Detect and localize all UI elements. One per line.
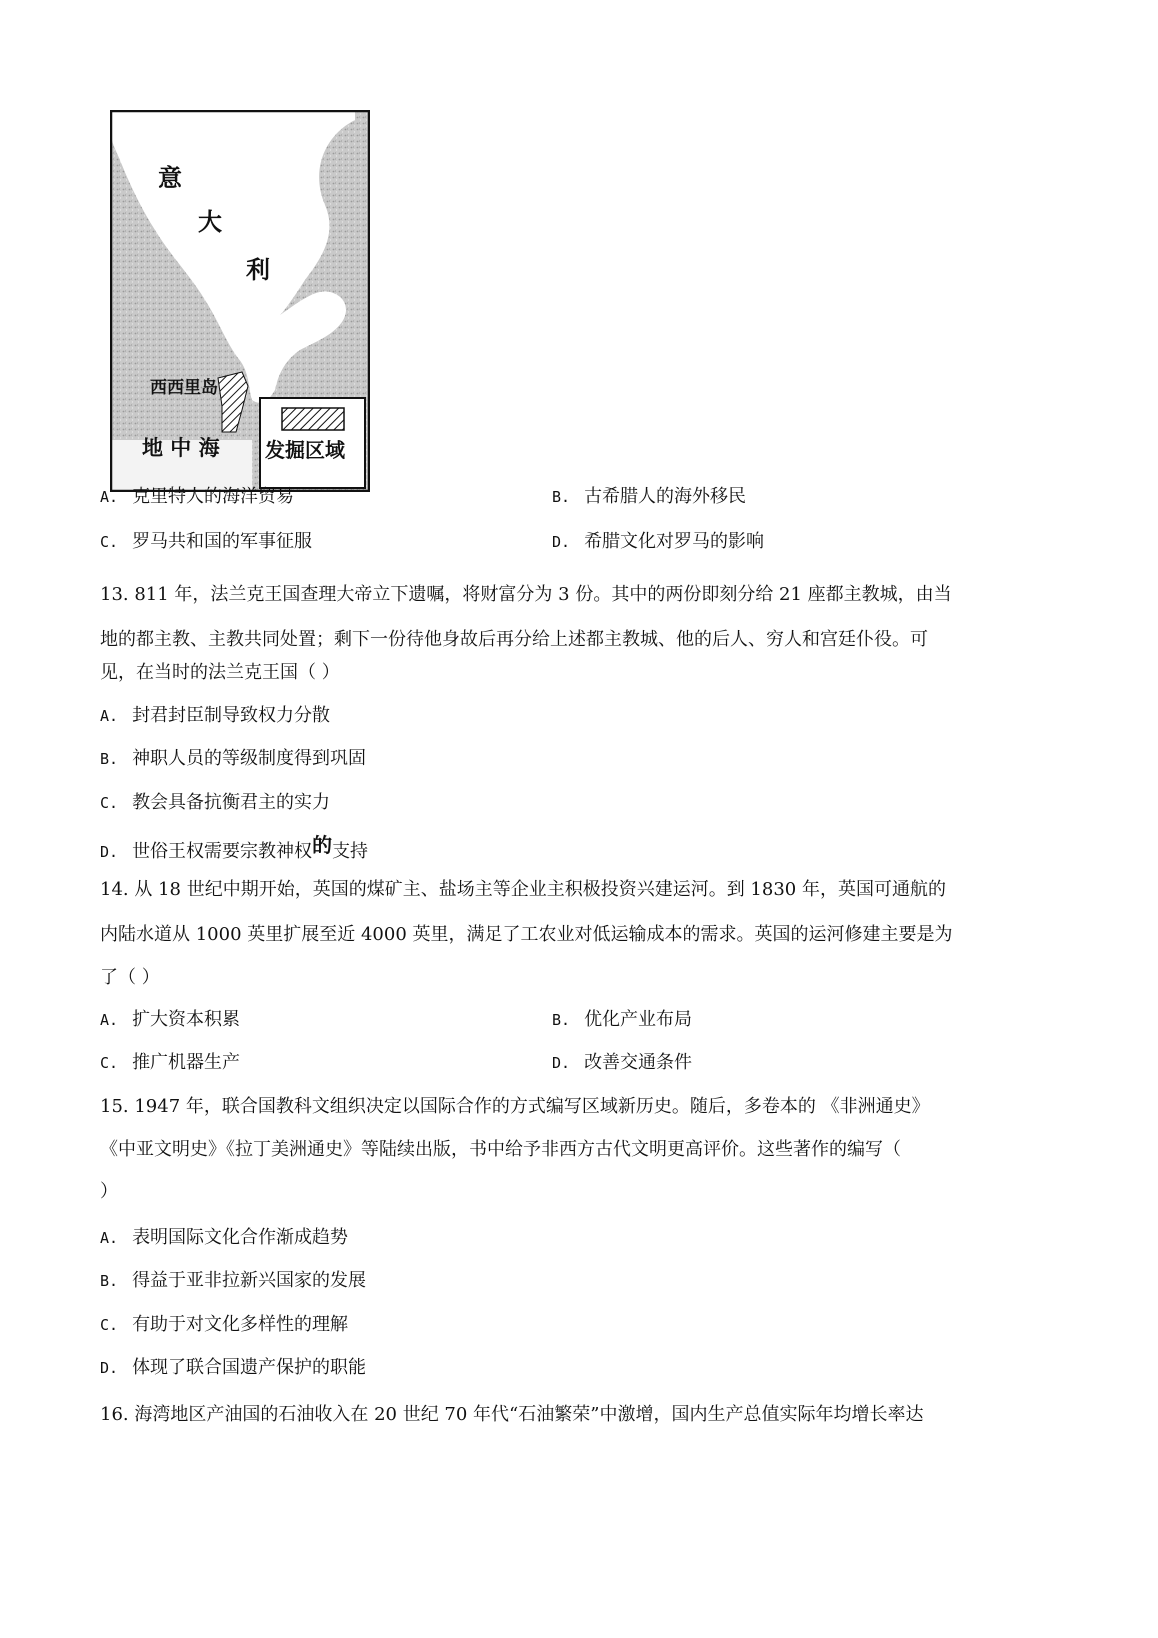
option-text: 有助于对文化多样性的理解	[132, 1314, 349, 1335]
q12-option-d[interactable]	[552, 530, 764, 554]
option-text: 体现了联合国遗产保护的职能	[132, 1357, 367, 1378]
option-text: 得益于亚非拉新兴国家的发展	[132, 1270, 367, 1291]
option-text: 古希腊人的海外移民	[584, 486, 747, 507]
q15-stem-line-3: ）	[100, 1181, 118, 1202]
map-legend-label: 发掘区域	[265, 438, 345, 462]
q13-stem-line-1: 13. 811 年，法兰克王国查理大帝立下遗嘱，将财富分为 3 份。其中的两份即刻分给 21 座都主教城，由当	[100, 584, 952, 605]
option-label: B.	[100, 1272, 119, 1290]
option-label: D.	[100, 1359, 119, 1377]
option-label: D.	[552, 533, 571, 551]
option-text-large-glyph: 的	[312, 833, 333, 857]
q13-option-a[interactable]	[100, 704, 330, 728]
q16-stem-line-1: 16. 海湾地区产油国的石油收入在 20 世纪 70 年代“石油繁荣”中激增，国内生产总值实际年均增长率达	[100, 1404, 924, 1425]
option-text: 封君封臣制导致权力分散	[132, 705, 331, 726]
map-label-da: 大	[198, 208, 222, 236]
option-label: D.	[100, 843, 119, 861]
q12-option-a[interactable]	[100, 485, 294, 509]
map-label-sicily: 西西里岛	[150, 378, 218, 398]
option-label: C.	[100, 1316, 119, 1334]
q15-option-c[interactable]	[100, 1313, 348, 1337]
legend-swatch	[282, 408, 344, 430]
q15-option-a[interactable]	[100, 1226, 348, 1250]
q15-option-d[interactable]	[100, 1356, 366, 1380]
option-text: 希腊文化对罗马的影响	[584, 531, 765, 552]
option-label: A.	[100, 1229, 119, 1247]
option-label: C.	[100, 533, 119, 551]
map-label-yi: 意	[158, 164, 182, 192]
option-label: C.	[100, 1054, 119, 1072]
italy-excavation-map	[110, 110, 370, 492]
q14-option-a[interactable]	[100, 1008, 240, 1032]
option-text-tail: 支持	[332, 841, 369, 862]
q15-option-b[interactable]	[100, 1269, 366, 1293]
q13-stem-line-3: 见，在当时的法兰克王国（ ）	[100, 662, 340, 683]
option-label: C.	[100, 794, 119, 812]
q12-option-c[interactable]	[100, 530, 312, 554]
q13-option-c[interactable]	[100, 791, 330, 815]
map-label-li: 利	[246, 256, 270, 284]
q15-stem-line-2: 《中亚文明史》《拉丁美洲通史》等陆续出版，书中给予非西方古代文明更高评价。这些著作的编写（	[100, 1139, 901, 1160]
q14-stem-line-1: 14. 从 18 世纪中期开始，英国的煤矿主、盐场主等企业主积极投资兴建运河。到 1830 年，英国可通航的	[100, 879, 946, 900]
option-text: 世俗王权需要宗教神权	[132, 841, 313, 862]
option-text: 神职人员的等级制度得到巩固	[132, 748, 367, 769]
map-graphic	[110, 110, 370, 492]
option-text: 推广机器生产	[132, 1052, 241, 1073]
q13-stem-line-2: 地的都主教、主教共同处置；剩下一份待他身故后再分给上述都主教城、他的后人、穷人和宫廷仆役。可	[100, 629, 928, 650]
map-label-sea: 地 中 海	[142, 436, 220, 460]
option-text: 扩大资本积累	[132, 1009, 241, 1030]
q12-option-b[interactable]	[552, 485, 746, 509]
option-label: B.	[552, 1011, 571, 1029]
q13-option-b[interactable]	[100, 747, 366, 771]
option-text: 表明国际文化合作渐成趋势	[132, 1227, 349, 1248]
option-label: A.	[100, 707, 119, 725]
option-text: 罗马共和国的军事征服	[132, 531, 313, 552]
option-text: 改善交通条件	[584, 1052, 693, 1073]
option-label: D.	[552, 1054, 571, 1072]
q14-option-d[interactable]	[552, 1051, 692, 1075]
option-label: B.	[100, 750, 119, 768]
q13-option-d[interactable]	[100, 833, 369, 864]
option-text: 优化产业布局	[584, 1009, 693, 1030]
option-text: 教会具备抗衡君主的实力	[132, 792, 331, 813]
q14-option-b[interactable]	[552, 1008, 692, 1032]
q14-stem-line-2: 内陆水道从 1000 英里扩展至近 4000 英里，满足了工农业对低运输成本的需求。英国的运河修建主要是为	[100, 924, 953, 945]
option-label: A.	[100, 488, 119, 506]
q14-option-c[interactable]	[100, 1051, 240, 1075]
option-text: 克里特人的海洋贸易	[132, 486, 295, 507]
q14-stem-line-3: 了（ ）	[100, 967, 160, 988]
q15-stem-line-1: 15. 1947 年，联合国教科文组织决定以国际合作的方式编写区域新历史。随后，多卷本的 《非洲通史》	[100, 1096, 930, 1117]
option-label: A.	[100, 1011, 119, 1029]
option-label: B.	[552, 488, 571, 506]
